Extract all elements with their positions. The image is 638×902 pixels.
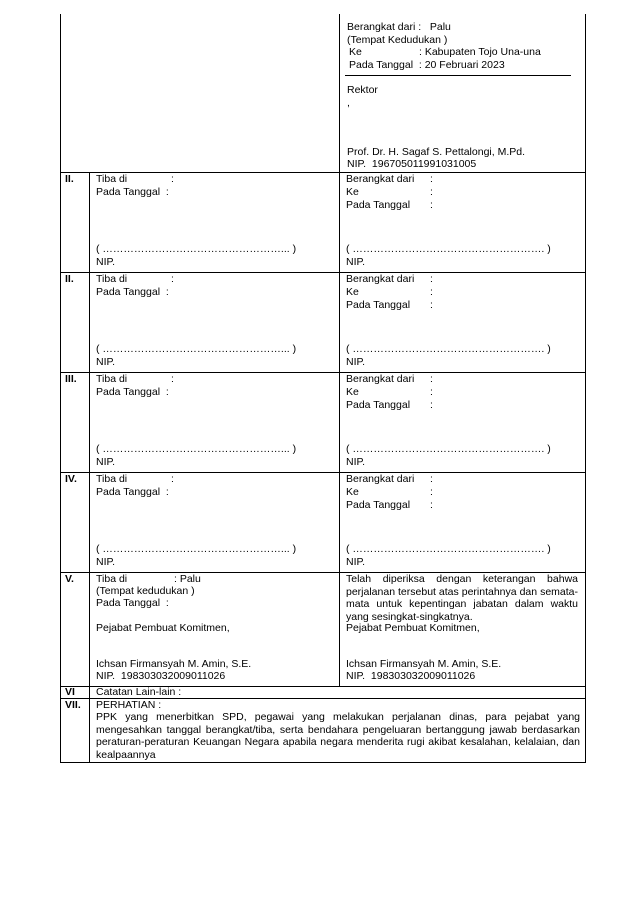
signature-placeholder-right: ( ………………………………………………. ) xyxy=(346,243,551,255)
tiba-di-colon: : xyxy=(171,473,174,485)
signature-placeholder-right: ( ………………………………………………. ) xyxy=(346,443,551,455)
row-divider xyxy=(61,172,585,173)
row-divider xyxy=(61,272,585,273)
top-signer-name: Prof. Dr. H. Sagaf S. Pettalongi, M.Pd. xyxy=(347,146,525,158)
signer-name-right: Ichsan Firmansyah M. Amin, S.E. xyxy=(346,658,502,670)
pada-tanggal-right-label: Pada Tanggal xyxy=(346,299,411,311)
column-divider-center xyxy=(339,14,340,686)
top-rektor: Rektor xyxy=(347,84,378,96)
ke-colon: : xyxy=(430,286,433,298)
top-berangkat-dari: Berangkat dari : Palu xyxy=(347,21,451,33)
top-underline xyxy=(345,75,571,76)
catatan-label: Catatan Lain-lain : xyxy=(96,686,182,698)
signature-placeholder-left: ( ……………………………………………... ) xyxy=(96,543,297,555)
tiba-di-colon: : xyxy=(171,373,174,385)
berangkat-dari-colon: : xyxy=(430,373,433,385)
berangkat-dari-label: Berangkat dari xyxy=(346,373,415,385)
perhatian-label: PERHATIAN : xyxy=(96,699,162,711)
pada-tanggal-right-colon: : xyxy=(430,199,433,211)
nip-right: NIP. xyxy=(346,356,366,368)
pada-tanggal-right-label: Pada Tanggal xyxy=(346,199,411,211)
pejabat-left: Pejabat Pembuat Komitmen, xyxy=(96,622,230,634)
nip-left: NIP. xyxy=(96,556,116,568)
signature-placeholder-right: ( ………………………………………………. ) xyxy=(346,343,551,355)
signature-placeholder-right: ( ………………………………………………. ) xyxy=(346,543,551,555)
pada-tanggal-label: Pada Tanggal : xyxy=(96,486,169,498)
ke-colon: : xyxy=(430,486,433,498)
top-ke-label: Ke xyxy=(349,46,362,58)
nip-left: NIP. xyxy=(96,256,116,268)
pada-tanggal-label: Pada Tanggal : xyxy=(96,597,169,609)
nip-right: NIP. xyxy=(346,456,366,468)
berangkat-dari-label: Berangkat dari xyxy=(346,273,415,285)
ke-label: Ke xyxy=(346,386,359,398)
top-tempat-kedudukan: (Tempat Kedudukan ) xyxy=(347,34,448,46)
pada-tanggal-right-label: Pada Tanggal xyxy=(346,399,411,411)
perhatian-text: PPK yang menerbitkan SPD, pegawai yang melakukan perjalanan dinas, para pejabat yang mengesahkan tanggal berangkat/tiba, serta bendahara pengeluaran bertanggung jawab berdasarkan peraturan-peraturan Keuangan Negara apabila negara menderita rugi akibat kesalahan, kelalaian, dan kealpaannya xyxy=(96,711,580,761)
pada-tanggal-label: Pada Tanggal : xyxy=(96,286,169,298)
top-signer-nip: NIP. 196705011991031005 xyxy=(347,158,477,170)
telah-diperiksa-text: Telah diperiksa dengan keterangan bahwa perjalanan tersebut atas perintahnya dan semata-mata untuk kepentingan jabatan dalam waktu yang sesingkat-singkatnya. xyxy=(346,573,578,623)
pada-tanggal-right-colon: : xyxy=(430,499,433,511)
nip-right: NIP. xyxy=(346,256,366,268)
berangkat-dari-colon: : xyxy=(430,173,433,185)
tiba-di-label: Tiba di xyxy=(96,173,128,185)
signer-nip-right: NIP. 198303032009011026 xyxy=(346,670,476,682)
signature-placeholder-left: ( ……………………………………………... ) xyxy=(96,443,297,455)
row-number: II. xyxy=(65,273,74,285)
column-divider-number xyxy=(89,172,90,762)
ke-label: Ke xyxy=(346,186,359,198)
pada-tanggal-label: Pada Tanggal : xyxy=(96,386,169,398)
signer-nip-left: NIP. 198303032009011026 xyxy=(96,670,226,682)
tiba-di-colon: : xyxy=(171,273,174,285)
signature-placeholder-left: ( ……………………………………………... ) xyxy=(96,343,297,355)
pada-tanggal-label: Pada Tanggal : xyxy=(96,186,169,198)
row-number: II. xyxy=(65,173,74,185)
pejabat-right: Pejabat Pembuat Komitmen, xyxy=(346,622,480,634)
tiba-di-colon: : xyxy=(171,173,174,185)
tiba-di-label: Tiba di xyxy=(96,273,128,285)
tempat-kedudukan: (Tempat kedudukan ) xyxy=(96,585,195,597)
pada-tanggal-right-colon: : xyxy=(430,399,433,411)
berangkat-dari-label: Berangkat dari xyxy=(346,473,415,485)
row-divider xyxy=(61,472,585,473)
pada-tanggal-right-label: Pada Tanggal xyxy=(346,499,411,511)
row-number: VII. xyxy=(65,699,81,711)
berangkat-dari-colon: : xyxy=(430,473,433,485)
tiba-di-label: Tiba di xyxy=(96,573,128,585)
tiba-di-value: : Palu xyxy=(174,573,201,585)
spd-form-back-page xyxy=(60,14,586,763)
row-number: IV. xyxy=(65,473,77,485)
pada-tanggal-right-colon: : xyxy=(430,299,433,311)
row-number: VI xyxy=(65,686,75,698)
top-comma: , xyxy=(347,97,350,109)
signature-placeholder-left: ( ……………………………………………... ) xyxy=(96,243,297,255)
berangkat-dari-label: Berangkat dari xyxy=(346,173,415,185)
berangkat-dari-colon: : xyxy=(430,273,433,285)
signer-name-left: Ichsan Firmansyah M. Amin, S.E. xyxy=(96,658,252,670)
ke-label: Ke xyxy=(346,486,359,498)
row-divider xyxy=(61,372,585,373)
top-pada-tanggal: Pada Tanggal : 20 Februari 2023 xyxy=(349,59,505,71)
tiba-di-label: Tiba di xyxy=(96,373,128,385)
nip-left: NIP. xyxy=(96,356,116,368)
top-ke-value: : Kabupaten Tojo Una-una xyxy=(419,46,541,58)
ke-colon: : xyxy=(430,186,433,198)
tiba-di-label: Tiba di xyxy=(96,473,128,485)
ke-label: Ke xyxy=(346,286,359,298)
ke-colon: : xyxy=(430,386,433,398)
row-number: V. xyxy=(65,573,74,585)
row-number: III. xyxy=(65,373,77,385)
nip-left: NIP. xyxy=(96,456,116,468)
nip-right: NIP. xyxy=(346,556,366,568)
